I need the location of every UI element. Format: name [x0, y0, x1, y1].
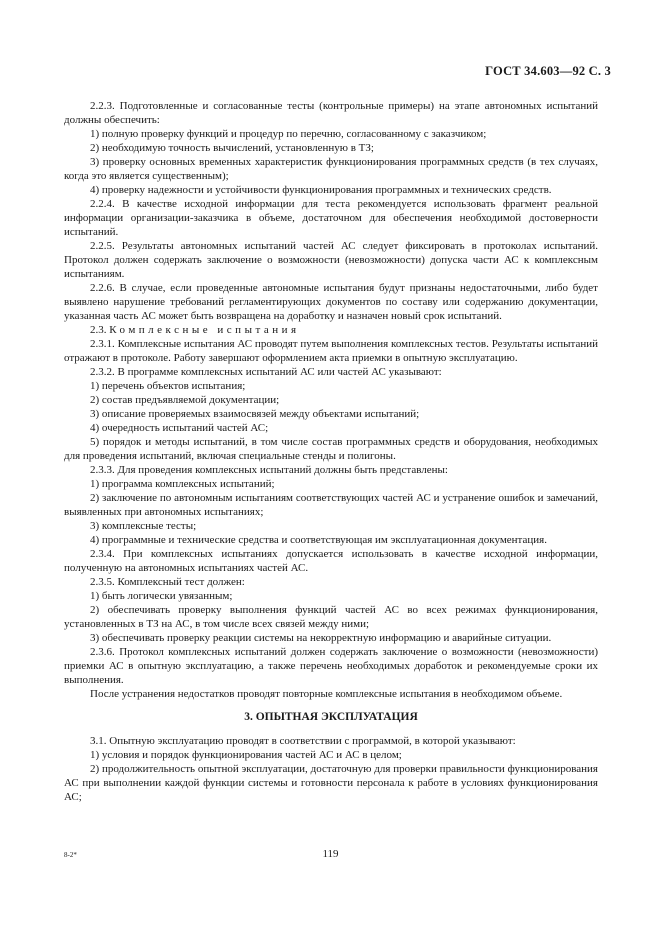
paragraph: 2.3.6. Протокол комплексных испытаний должен содержать заключение о возможности (невозможности) приемки АС в опытную эксплуатацию, а также перечень необходимых доработок и рекомендуемые сроки их выполнения.	[64, 646, 598, 686]
subsection-title: Комплексные испытания	[109, 324, 300, 336]
document-body	[64, 99, 598, 804]
paragraph: 2.2.3. Подготовленные и согласованные тесты (контрольные примеры) на этапе автономных испытаний должны обеспечить:	[64, 100, 598, 126]
paragraph: 2.3.2. В программе комплексных испытаний АС или частей АС указывают:	[90, 366, 442, 378]
list-item: 2) необходимую точность вычислений, установленную в ТЗ;	[90, 142, 374, 154]
paragraph: 2.3.5. Комплексный тест должен:	[90, 576, 245, 588]
paragraph: 2.2.4. В качестве исходной информации для теста рекомендуется использовать фрагмент реальной информации организации-заказчика в объеме, достаточном для обеспечения необходимой достоверности испытаний.	[64, 198, 598, 238]
list-item: 2) состав предъявляемой документации;	[90, 394, 280, 406]
list-item: 1) программа комплексных испытаний;	[90, 478, 275, 490]
footer-mark: 8-2*	[64, 851, 77, 859]
list-item: 3) комплексные тесты;	[90, 520, 197, 532]
paragraph: 2.3.3. Для проведения комплексных испытаний должны быть представлены:	[90, 464, 448, 476]
list-item: 1) полную проверку функций и процедур по перечню, согласованному с заказчиком;	[90, 128, 487, 140]
section-heading: 3. ОПЫТНАЯ ЭКСПЛУАТАЦИЯ	[244, 711, 418, 723]
list-item: 4) программные и технические средства и соответствующая им эксплуатационная документация.	[90, 534, 547, 546]
list-item: 1) быть логически увязанным;	[90, 590, 233, 602]
list-item: 2) заключение по автономным испытаниям соответствующих частей АС и устранение ошибок и замечаний, выявленных при автономных испытаниях;	[64, 492, 598, 518]
list-item: 2) обеспечивать проверку выполнения функций частей АС во всех режимах функционирования, установленных в ТЗ на АС, в том числе всех связей между ними;	[64, 604, 598, 630]
list-item: 3) обеспечивать проверку реакции системы на некорректную информацию и аварийные ситуации.	[90, 632, 552, 644]
paragraph: 2.3.4. При комплексных испытаниях допускается использовать в качестве исходной информации, полученную на автономных испытаниях частей АС.	[64, 548, 598, 574]
list-item: 4) очередность испытаний частей АС;	[90, 422, 269, 434]
paragraph: 2.2.5. Результаты автономных испытаний частей АС следует фиксировать в протоколах испытаний. Протокол должен содержать заключение о возможности (невозможности) допуска части АС к комплексным испытаниям.	[64, 240, 598, 280]
list-item: 1) перечень объектов испытания;	[90, 380, 246, 392]
list-item: 3) проверку основных временных характеристик функционирования программных средств (в тех случаях, когда это является существенным);	[64, 156, 598, 182]
paragraph: 2.2.6. В случае, если проведенные автономные испытания будут признаны недостаточными, либо будет выявлено нарушение требований регламентирующих документов по составу или содержанию документации, указанная часть АС может быть возвращена на доработку и назначен новый срок испытаний.	[64, 282, 598, 322]
subsection-heading	[64, 323, 598, 337]
list-item: 1) условия и порядок функционирования частей АС и АС в целом;	[90, 749, 402, 761]
page-header: ГОСТ 34.603—92 С. 3	[485, 64, 611, 78]
paragraph: 3.1. Опытную эксплуатацию проводят в соответствии с программой, в которой указывают:	[90, 735, 516, 747]
subsection-number: 2.3.	[90, 324, 107, 336]
page-number: 119	[322, 848, 339, 860]
paragraph: После устранения недостатков проводят повторные комплексные испытания в необходимом объеме.	[90, 688, 563, 700]
paragraph: 2.3.1. Комплексные испытания АС проводят путем выполнения комплексных тестов. Результаты испытаний отражают в протоколе. Работу завершают оформлением акта приемки в опытную эксплуатацию.	[64, 338, 598, 364]
list-item: 5) порядок и методы испытаний, в том числе состав программных средств и оборудования, необходимых для проведения испытаний, включая специальные стенды и полигоны.	[64, 436, 598, 462]
list-item: 2) продолжительность опытной эксплуатации, достаточную для проверки правильности функционирования АС при выполнении каждой функции системы и готовности персонала к работе в условиях функционирования АС;	[64, 763, 598, 803]
list-item: 3) описание проверяемых взаимосвязей между объектами испытаний;	[90, 408, 420, 420]
list-item: 4) проверку надежности и устойчивости функционирования программных и технических средств.	[90, 184, 552, 196]
